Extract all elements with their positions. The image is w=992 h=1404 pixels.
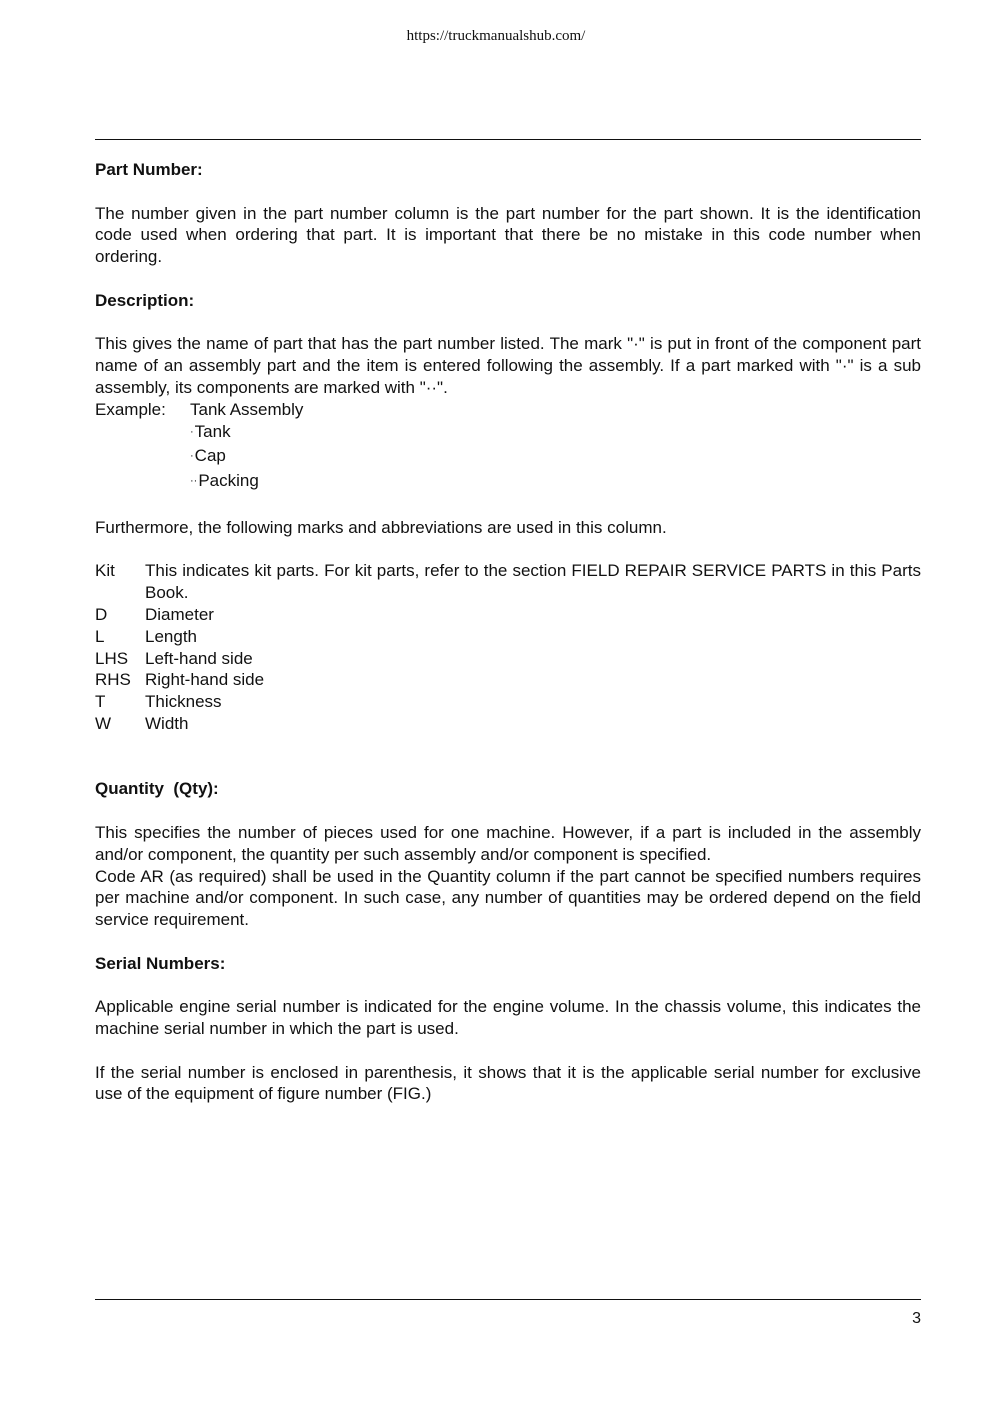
quantity-text-1: This specifies the number of pieces used for one machine. However, if a part is included in the assembly and/or component, the quantity per such assembly and/or component is specified. bbox=[95, 822, 921, 864]
abbreviation-meaning: Thickness bbox=[145, 692, 222, 712]
dot-mark: · bbox=[190, 450, 194, 463]
abbreviation-code: Kit bbox=[95, 561, 115, 581]
abbreviation-code: L bbox=[95, 626, 105, 646]
abbreviation-row bbox=[95, 691, 921, 713]
bottom-rule bbox=[95, 1299, 921, 1300]
serial-numbers-text-1: Applicable engine serial number is indicated for the engine volume. In the chassis volume, this indicates the machine serial number in which the part is used. bbox=[95, 997, 921, 1039]
abbreviation-row bbox=[95, 713, 921, 735]
page-content bbox=[95, 159, 921, 1105]
example-row bbox=[95, 399, 921, 421]
abbreviation-code: LHS bbox=[95, 648, 129, 668]
quantity-text-2: Code AR (as required) shall be used in the Quantity column if the part cannot be specified numbers requires per machine and/or component. In such case, any number of quantities may be ordered depend on the field service requirement. bbox=[95, 866, 921, 930]
abbreviation-meaning: Left-hand side bbox=[145, 648, 253, 668]
abbreviation-row bbox=[95, 604, 921, 626]
example-item-cap bbox=[95, 445, 921, 470]
part-number-text: The number given in the part number column is the part number for the part shown. It is the identification code used when ordering that part. It is important that there be no mistake in this code number when ordering. bbox=[95, 203, 921, 267]
description-text: This gives the name of part that has the part number listed. The mark "·" is put in front of the component part name of an assembly part and the item is entered following the assembly. If a part marked with "·" is a sub assembly, its components are marked with "··". bbox=[95, 334, 921, 397]
example-item-tank bbox=[95, 421, 921, 446]
double-dot-mark: ·· bbox=[190, 475, 198, 488]
dot-mark: · bbox=[190, 425, 194, 438]
abbreviation-code: T bbox=[95, 692, 106, 712]
serial-numbers-heading: Serial Numbers: bbox=[95, 953, 226, 973]
abbreviation-row bbox=[95, 560, 921, 604]
top-rule bbox=[95, 139, 921, 140]
abbreviation-meaning: Width bbox=[145, 713, 189, 733]
abbreviation-row bbox=[95, 626, 921, 648]
example-label: Example: bbox=[95, 399, 166, 419]
quantity-heading: Quantity (Qty): bbox=[95, 779, 219, 799]
part-number-heading: Part Number: bbox=[95, 160, 203, 179]
page-number: 3 bbox=[912, 1310, 921, 1327]
abbreviation-meaning: Diameter bbox=[145, 604, 214, 624]
example-item-packing bbox=[95, 470, 921, 495]
abbreviation-row bbox=[95, 669, 921, 691]
example-item-name: Cap bbox=[194, 446, 226, 466]
furthermore-text: Furthermore, the following marks and abbreviations are used in this column. bbox=[95, 517, 667, 537]
abbreviation-meaning: Right-hand side bbox=[145, 670, 265, 690]
header-url: https://truckmanualshub.com/ bbox=[406, 28, 586, 44]
example-item-name: Tank bbox=[194, 421, 231, 441]
abbreviation-code: RHS bbox=[95, 670, 131, 690]
abbreviation-code: D bbox=[95, 604, 108, 624]
abbreviation-meaning: Length bbox=[145, 626, 197, 646]
abbreviation-row bbox=[95, 648, 921, 670]
example-item-name: Packing bbox=[198, 471, 259, 491]
serial-numbers-text-2: If the serial number is enclosed in parenthesis, it shows that it is the applicable serial number for exclusive use of the equipment of figure number (FIG.) bbox=[95, 1062, 921, 1104]
abbreviation-code: W bbox=[95, 713, 112, 733]
description-heading: Description: bbox=[95, 290, 195, 310]
abbreviation-meaning: This indicates kit parts. For kit parts, refer to the section FIELD REPAIR SERVICE PARTS in this Parts Book. bbox=[145, 561, 921, 603]
example-item-assembly: Tank Assembly bbox=[190, 399, 304, 419]
